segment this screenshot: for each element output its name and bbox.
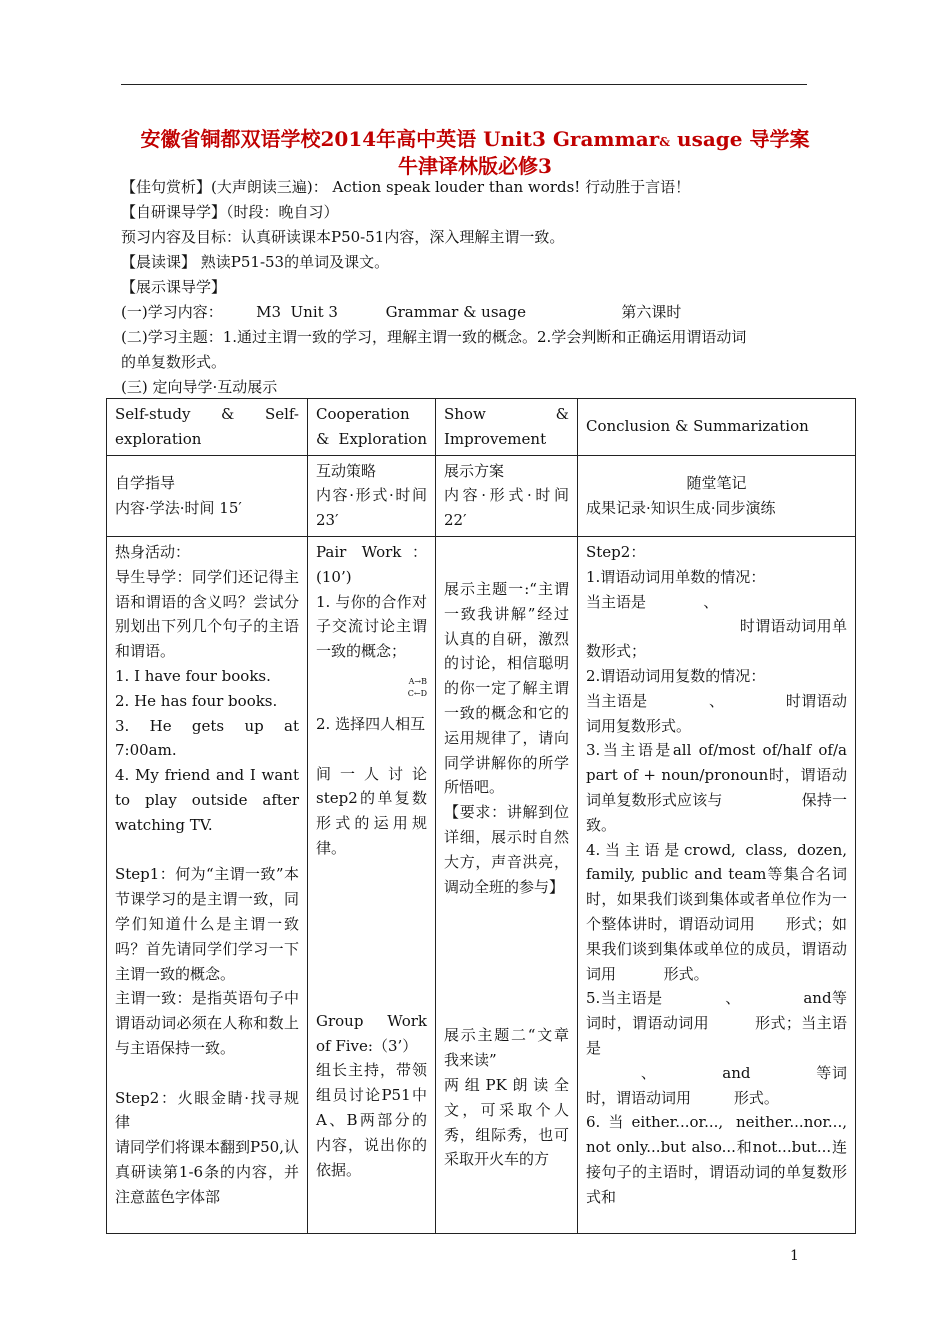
header-rule: [121, 84, 807, 85]
notes-item: 当主语是 、: [586, 592, 719, 611]
notes-item: 1.谓语动词用单数的情况：: [586, 567, 766, 586]
show-theme-two: 展示主题二“文章我来读”: [444, 1026, 569, 1070]
guide-table: [106, 398, 855, 1234]
learning-content: (一)学习内容： M3 Unit 3 Grammar & usage 第六课时: [121, 303, 682, 321]
concord-definition: 主谓一致：是指英语句子中谓语动词必须在人称和数上与主语保持一致。: [115, 989, 299, 1057]
page-number: 1: [790, 1248, 799, 1264]
warmup-heading: 热身活动：: [115, 542, 191, 561]
pair-arrow-label: A→B: [408, 676, 427, 686]
show-content: [436, 536, 578, 1233]
example-sentence: 3. He gets up at 7:00am.: [115, 716, 299, 760]
self-study-heading: 【自研课导学】（时段：晚自习）: [121, 203, 339, 221]
document-title: 安徽省铜都双语学校2014年高中英语 Unit3 Grammar& usage 导学案: [140, 127, 810, 151]
notes-item: 时谓语动词用单数形式；: [586, 617, 847, 661]
morning-reading: 【晨读课】 熟读P51-53的单词及课文。: [121, 253, 390, 271]
group-task-b: 间一人讨论step2的单复数形式的运用规律。: [316, 764, 427, 857]
sub-self-study-b: 内容·学法·时间 15′: [115, 498, 242, 517]
notes-item: 3.当主语是all of/most of/half of/a part of + noun/pronoun时，谓语动词单复数形式应该与 保持一致。: [586, 741, 852, 834]
sub-show-a: 展示方案: [444, 461, 505, 480]
example-sentence: 1. I have four books.: [115, 666, 271, 685]
quote-line: 【佳句赏析】(大声朗读三遍)： Action speak louder than words! 行动胜于言语！: [121, 178, 691, 196]
notes-item: 5.当主语是 、 and等词时，谓语动词用 形式；当主语是: [586, 989, 847, 1057]
show-theme-two-text: 两组PK朗读全文，可采取个人秀，组际秀，也可采取开火车的方: [444, 1075, 569, 1169]
pair-arrow-label: C←D: [407, 688, 427, 698]
header-self-study: Self-study & Self-exploration: [107, 399, 308, 456]
sub-self-study-a: 自学指导: [115, 473, 176, 492]
guided-section-heading: (三) 定向导学·互动展示: [121, 378, 278, 396]
show-theme-one: 展示主题一:“主谓一致我讲解”经过认真的自研，激烈的讨论，相信聪明的你一定了解主谓一致的概念和它的运用规律了，请向同学讲解你的所学所悟吧。: [444, 579, 569, 797]
notes-item: 、 and 等词时，谓语动词用 形式。: [586, 1063, 847, 1107]
self-study-content: [107, 536, 308, 1233]
pair-work-heading: Pair Work：(10’): [316, 542, 427, 586]
notes-item: 当主语是 、 时谓语动词用复数形式。: [586, 691, 847, 735]
notes-item: 2.谓语动词用复数的情况：: [586, 666, 766, 685]
sub-conclusion-b: 成果记录·知识生成·同步演练: [586, 498, 776, 517]
header-show: Show & Improvement: [436, 399, 578, 456]
example-sentence: 4. My friend and I want to play outside after watching TV.: [115, 766, 299, 834]
header-row: [107, 399, 856, 456]
subheader-row: [107, 455, 856, 536]
group-task-a: 2. 选择四人相互: [316, 714, 426, 733]
header-cooperation: Cooperation & Exploration: [308, 399, 436, 456]
learning-theme: (二)学习主题：1.通过主谓一致的学习，理解主谓一致的概念。2.学会判断和正确运用谓语动词: [121, 328, 747, 346]
show-class-heading: 【展示课导学】: [121, 278, 227, 296]
sub-conclusion-a: 随堂笔记: [686, 473, 747, 492]
document-subtitle: 牛津译林版必修3: [398, 154, 552, 178]
notes-item: 6.当either...or..., neither...nor..., not only...but also...和not...but...连接句子的主语时，谓语动词的单复数形式和: [586, 1113, 847, 1206]
sub-cooperation-a: 互动策略: [316, 461, 377, 480]
sub-cooperation-b: 内容·形式·时间 23′: [316, 486, 427, 530]
group-work-heading: Group Work of Five:（3’）: [316, 1011, 427, 1055]
step1-text: Step1：何为“主谓一致”本节课学习的是主谓一致，同学们知道什么是主谓一致吗？首先请同学们学习一下主谓一致的概念。: [115, 865, 299, 983]
show-requirements: 【要求：讲解到位详细，展示时自然大方，声音洪亮，调动全班的参与】: [444, 803, 569, 896]
header-conclusion: Conclusion & Summarization: [578, 399, 856, 456]
conclusion-content: [578, 536, 856, 1233]
notes-item: 4.当主语是crowd, class, dozen, family, public and team等集合名词时，如果我们谈到集体或者单位作为一个整体讲时，谓语动词用 形式；如果我们谈到集体或单位的成员，谓语动词用 形式。: [586, 840, 852, 983]
content-row: [107, 536, 856, 1233]
pair-work-task: 1. 与你的合作对子交流讨论主谓一致的概念；: [316, 592, 427, 661]
learning-theme-cont: 的单复数形式。: [121, 353, 227, 371]
step2-heading: Step2：火眼金睛·找寻规律: [115, 1088, 299, 1132]
step2-instruction: 请同学们将课本翻到P50,认真研读第1-6条的内容，并注意蓝色字体部: [115, 1138, 299, 1206]
example-sentence: 2. He has four books.: [115, 691, 278, 710]
warmup-instruction: 导生导学：同学们还记得主语和谓语的含义吗？尝试分别划出下列几个句子的主语和谓语。: [115, 567, 299, 661]
sub-show-b: 内容·形式·时间 22′: [444, 486, 569, 530]
group-work-task: 组长主持，带领组员讨论P51中A、B两部分的内容，说出你的依据。: [316, 1061, 427, 1179]
cooperation-content: [308, 536, 436, 1233]
preview-goal: 预习内容及目标：认真研读课本P50-51内容，深入理解主谓一致。: [121, 228, 565, 246]
notes-step2: Step2：: [586, 542, 646, 561]
